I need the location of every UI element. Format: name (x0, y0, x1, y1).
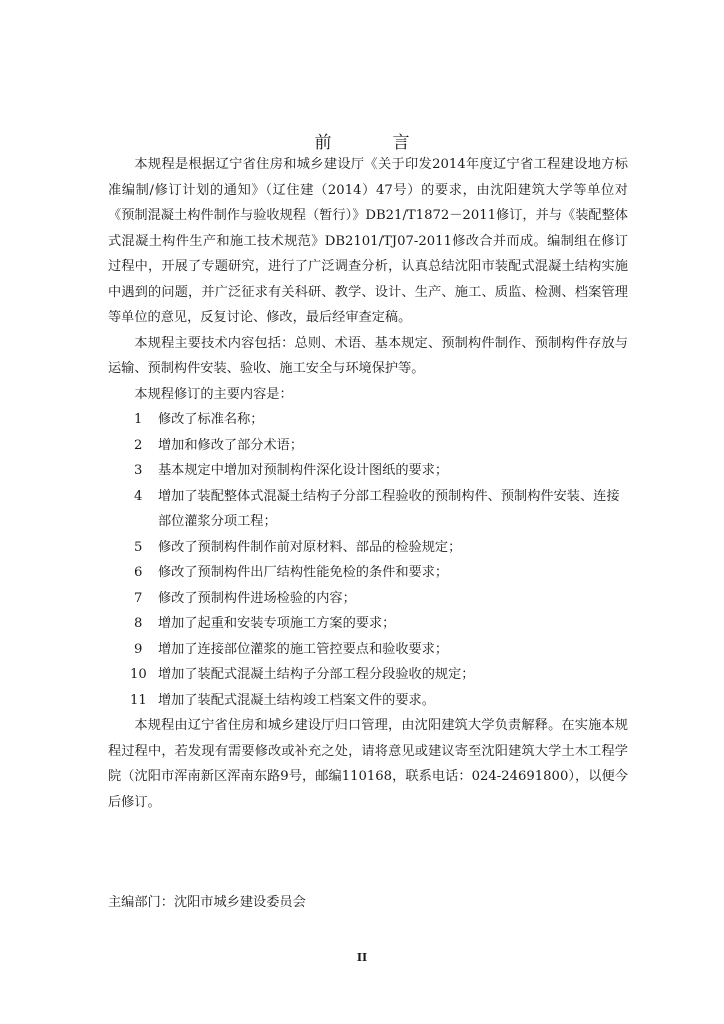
revision-number: 6 (134, 565, 143, 580)
revision-item (108, 637, 628, 663)
revision-text: 增加了起重和安装专项施工方案的要求； (158, 616, 396, 631)
revision-number: 5 (134, 539, 143, 555)
revision-text: 修改了标准名称； (158, 412, 264, 427)
revision-number: 1 (134, 412, 143, 427)
revision-text: 增加了装配式混凝土结构竣工档案文件的要求。 (158, 692, 435, 708)
revision-item (108, 535, 628, 561)
page-number: II (356, 951, 368, 964)
editor-value: 沈阳市城乡建设委员会 (173, 895, 306, 910)
revision-text: 修改了预制构件进场检验的内容； (158, 590, 356, 606)
revision-item (108, 407, 628, 433)
revision-number: 10 (130, 667, 147, 682)
page-title: 前 言 (314, 133, 432, 153)
revision-item (108, 484, 628, 535)
revision-text: 增加了装配式混凝土结构子分部工程分段验收的规定； (158, 667, 475, 682)
revision-number: 4 (134, 488, 143, 504)
revision-number: 11 (130, 692, 147, 708)
revision-text: 基本规定中增加对预制构件深化设计图纸的要求； (158, 463, 449, 478)
revision-text: 修改了预制构件制作前对原材料、部品的检验规定； (158, 539, 462, 555)
revision-text: 修改了预制构件出厂结构性能免检的条件和要求； (158, 565, 449, 580)
revision-item (108, 611, 628, 637)
revision-text: 增加了装配整体式混凝土结构子分部工程验收的预制构件、预制构件安装、连接部位灌浆分项工程； (158, 488, 620, 529)
revision-item (108, 433, 628, 459)
revision-number: 9 (134, 641, 143, 657)
revision-text: 增加和修改了部分术语； (158, 437, 304, 453)
closing-paragraph: 本规程由辽宁省住房和城乡建设厅归口管理，由沈阳建筑大学负责解释。在实施本规程过程中，若发现有需要修改或补充之处，请将意见或建议寄至沈阳建筑大学土木工程学院（沈阳市浑南新区浑南东路9号，邮编110168，联系电话：024-24691800），以便今后修订。 (108, 718, 628, 810)
revision-item (108, 586, 628, 612)
editor-label: 主编部门： (108, 895, 174, 910)
technical-content-paragraph: 本规程主要技术内容包括：总则、术语、基本规定、预制构件制作、预制构件存放与运输、预制构件安装、验收、施工安全与环境保护等。 (108, 335, 628, 376)
revision-item (108, 560, 628, 586)
revision-item (108, 458, 628, 484)
revision-item (108, 688, 628, 714)
chief-editor-department (108, 893, 306, 913)
revision-number: 3 (134, 463, 143, 478)
revision-number: 7 (134, 590, 143, 606)
revision-item (108, 662, 628, 688)
revision-number: 2 (134, 437, 143, 453)
revision-text: 增加了连接部位灌浆的施工管控要点和验收要求； (158, 641, 449, 657)
revision-number: 8 (134, 616, 143, 631)
intro-paragraph: 本规程是根据辽宁省住房和城乡建设厅《关于印发2014年度辽宁省工程建设地方标准编制/修订计划的通知》（辽住建（2014）47号）的要求，由沈阳建筑大学等单位对《预制混凝土构件制作与验收规程（暂行）》DB21/T1872－2011修订，并与《装配整体式混凝土构件生产和施工技术规范》DB2101/TJ07-2011修改合并而成。编制组在修订过程中，开展了专题研究，进行了广泛调查分析，认真总结沈阳市装配式混凝土结构实施中遇到的问题，并广泛征求有关科研、教学、设计、生产、施工、质监、检测、档案管理等单位的意见，反复讨论、修改，最后经审查定稿。 (108, 157, 628, 325)
revision-intro-paragraph: 本规程修订的主要内容是： (134, 386, 293, 402)
document-body (108, 152, 628, 815)
